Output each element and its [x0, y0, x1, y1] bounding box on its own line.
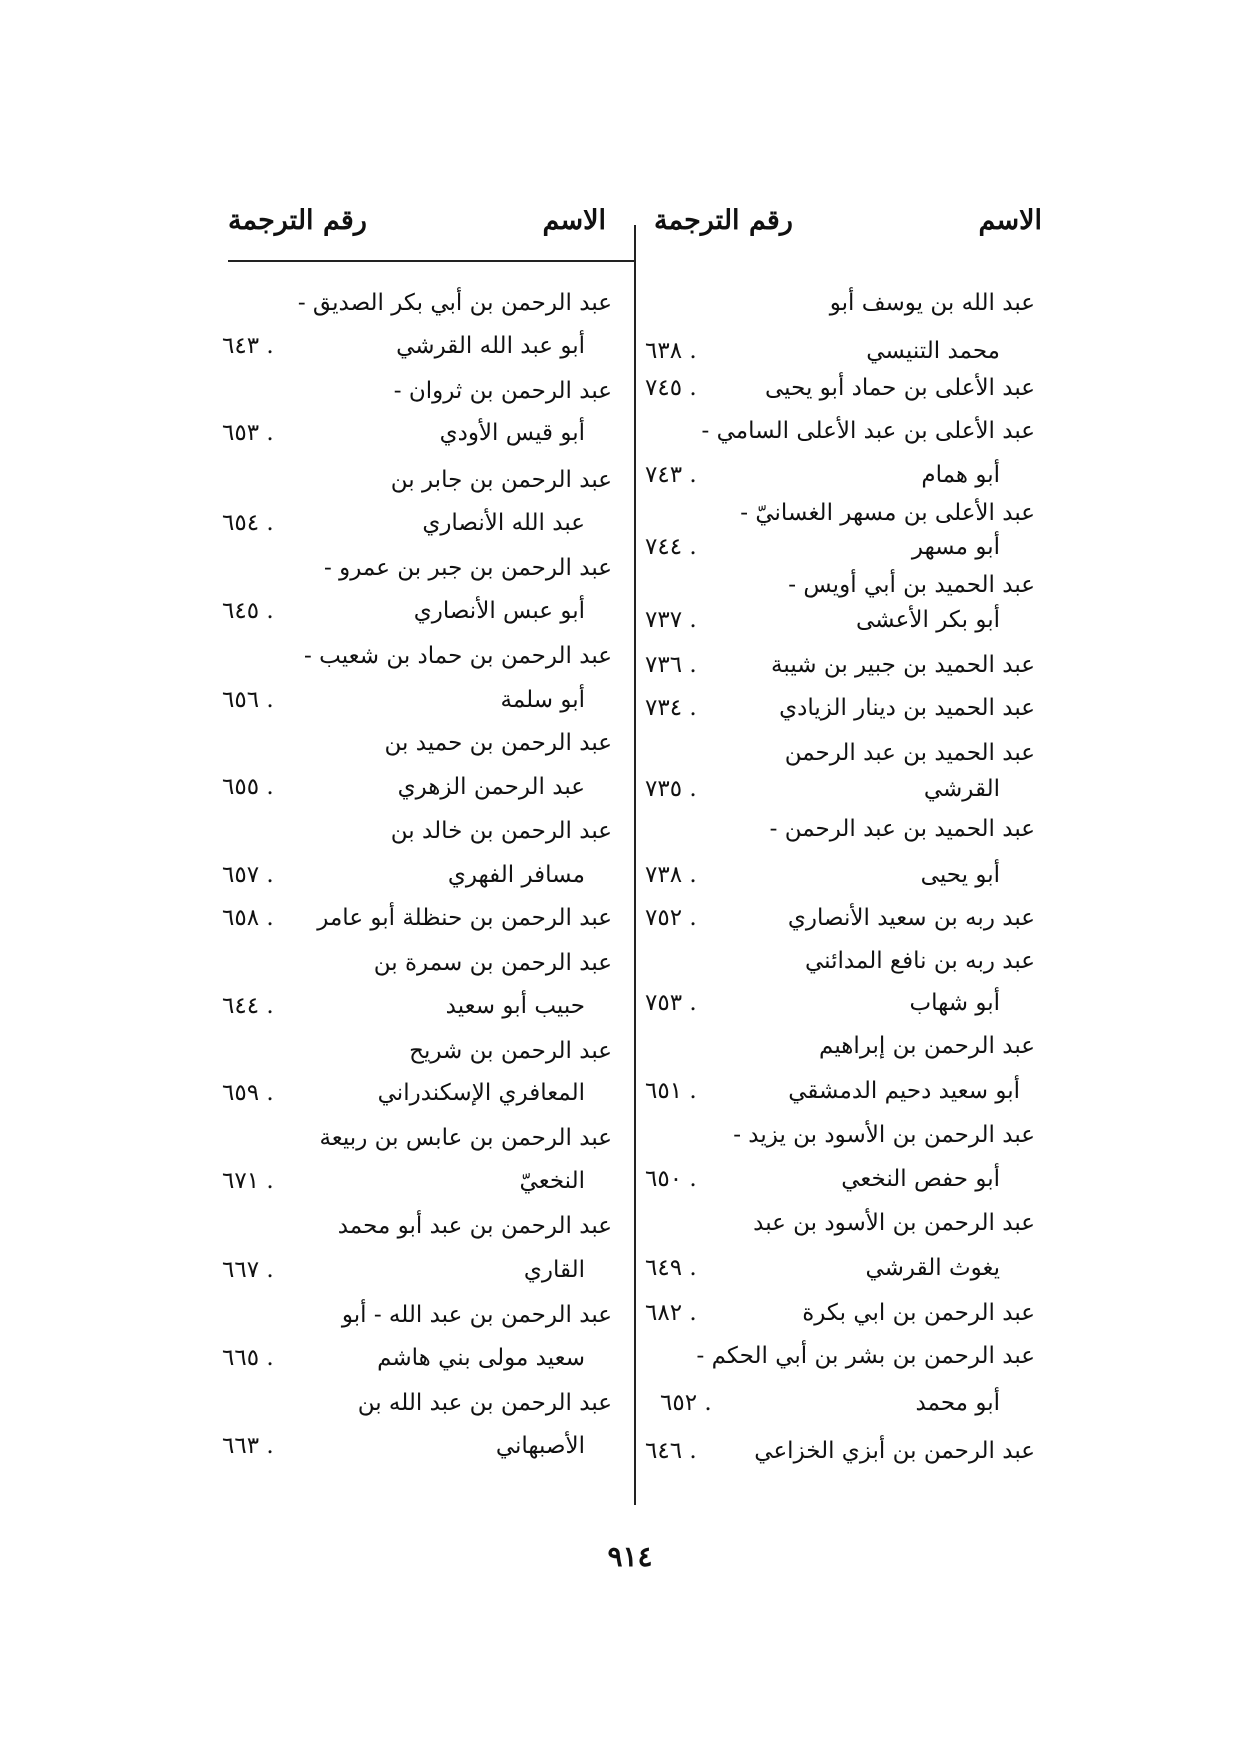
- page-number: ٩١٤: [607, 1540, 653, 1573]
- left-entry-name: عبد الرحمن بن عبد الله - أبو: [341, 1302, 612, 1328]
- left-entry-name: عبد الرحمن بن شريح: [409, 1038, 612, 1064]
- left-entry-number: ٦٥٨ .: [222, 905, 274, 931]
- left-entry-name: عبد الرحمن بن عابس بن ربيعة: [319, 1125, 612, 1151]
- right-entry-number: ٧٤٣ .: [645, 462, 697, 488]
- right-column-name-header: الاسم: [978, 205, 1042, 236]
- left-entry-name: مسافر الفهري: [447, 862, 585, 888]
- left-entry-number: ٦٥٤ .: [222, 510, 274, 536]
- left-entry-name: حبيب أبو سعيد: [445, 993, 585, 1019]
- right-entry-number: ٦٤٩ .: [645, 1255, 697, 1281]
- left-entry-name: عبد الرحمن بن سمرة بن: [373, 950, 612, 976]
- right-entry-name: عبد الحميد بن عبد الرحمن -: [769, 816, 1035, 842]
- left-entry-name: أبو قيس الأودي: [439, 420, 585, 446]
- right-entry-name: عبد الحميد بن دينار الزيادي: [779, 695, 1035, 721]
- left-entry-name: أبو عبد الله القرشي: [396, 333, 585, 359]
- column-divider: [634, 225, 636, 1505]
- left-entry-name: المعافري الإسكندراني: [377, 1080, 585, 1106]
- left-entry-number: ٦٤٣ .: [222, 333, 274, 359]
- right-entry-name: أبو همام: [921, 462, 1000, 488]
- left-column-number-header: رقم الترجمة: [228, 205, 367, 236]
- right-entry-name: أبو يحيى: [920, 862, 1000, 888]
- right-entry-name: عبد الرحمن بن إبراهيم: [819, 1033, 1035, 1059]
- right-entry-name: عبد الرحمن بن ابي بكرة: [802, 1300, 1035, 1326]
- right-entry-name: أبو شهاب: [909, 990, 1000, 1016]
- right-entry-name: عبد الله بن يوسف أبو: [829, 290, 1035, 316]
- right-entry-number: ٧٣٤ .: [645, 695, 697, 721]
- left-entry-name: الأصبهاني: [495, 1433, 585, 1459]
- left-entry-number: ٦٥٩ .: [222, 1080, 274, 1106]
- right-entry-name: يغوث القرشي: [865, 1255, 1000, 1281]
- right-entry-name: عبد الرحمن بن الأسود بن عبد: [753, 1210, 1035, 1236]
- left-entry-name: سعيد مولى بني هاشم: [377, 1345, 585, 1371]
- left-entry-name: عبد الرحمن بن خالد بن: [390, 818, 612, 844]
- left-entry-number: ٦٦٣ .: [222, 1433, 274, 1459]
- right-entry-number: ٧٣٥ .: [645, 776, 697, 802]
- right-entry-number: ٧٤٥ .: [645, 375, 697, 401]
- right-entry-number: ٦٤٦ .: [645, 1438, 697, 1464]
- right-entry-number: ٦٥٢ .: [660, 1390, 712, 1416]
- left-entry-name: عبد الرحمن بن عبد أبو محمد: [337, 1213, 612, 1239]
- right-entry-number: ٦٥٠ .: [645, 1166, 697, 1192]
- right-entry-number: ٧٥٣ .: [645, 990, 697, 1016]
- right-entry-number: ٦٣٨ .: [645, 338, 697, 364]
- right-entry-name: محمد التنيسي: [866, 338, 1000, 364]
- right-entry-name: عبد الحميد بن عبد الرحمن: [784, 740, 1035, 766]
- left-entry-name: أبو عبس الأنصاري: [413, 598, 585, 624]
- left-entry-name: النخعيّ: [519, 1168, 585, 1194]
- left-entry-number: ٦٤٤ .: [222, 993, 274, 1019]
- right-entry-number: ٧٣٦ .: [645, 652, 697, 678]
- right-entry-name: أبو حفص النخعي: [841, 1166, 1000, 1192]
- left-entry-name: عبد الرحمن بن حنظلة أبو عامر: [317, 905, 612, 931]
- right-entry-number: ٦٥١ .: [645, 1078, 697, 1104]
- left-entry-name: القاري: [523, 1257, 585, 1283]
- right-entry-name: عبد الحميد بن أبي أويس -: [788, 572, 1035, 598]
- left-entry-number: ٦٦٧ .: [222, 1257, 274, 1283]
- right-entry-name: أبو مسهر: [911, 534, 1000, 560]
- left-entry-name: عبد الرحمن بن جبر بن عمرو -: [324, 555, 612, 581]
- left-entry-name: عبد الرحمن الزهري: [397, 774, 585, 800]
- right-column-number-header: رقم الترجمة: [654, 205, 793, 236]
- right-entry-name: عبد ربه بن سعيد الأنصاري: [787, 905, 1035, 931]
- left-entry-name: عبد الله الأنصاري: [422, 510, 585, 536]
- left-entry-name: عبد الرحمن بن ثروان -: [393, 378, 612, 404]
- right-entry-name: عبد الأعلى بن عبد الأعلى السامي -: [701, 418, 1035, 444]
- right-entry-name: أبو سعيد دحيم الدمشقي: [788, 1078, 1020, 1104]
- header-rule: [228, 260, 635, 262]
- right-entry-name: أبو بكر الأعشى: [855, 607, 1000, 633]
- left-column-name-header: الاسم: [542, 205, 606, 236]
- left-entry-number: ٦٥٧ .: [222, 862, 274, 888]
- left-entry-number: ٦٧١ .: [222, 1168, 274, 1194]
- right-entry-name: عبد الأعلى بن مسهر الغسانيّ -: [740, 500, 1035, 526]
- right-entry-number: ٧٤٤ .: [645, 534, 697, 560]
- right-entry-name: عبد الحميد بن جبير بن شيبة: [771, 652, 1035, 678]
- left-entry-number: ٦٥٦ .: [222, 687, 274, 713]
- right-entry-name: عبد ربه بن نافع المدائني: [804, 948, 1035, 974]
- right-entry-number: ٧٥٢ .: [645, 905, 697, 931]
- left-entry-name: عبد الرحمن بن جابر بن: [390, 467, 612, 493]
- right-entry-name: أبو محمد: [915, 1390, 1000, 1416]
- left-entry-number: ٦٤٥ .: [222, 598, 274, 624]
- right-entry-name: عبد الأعلى بن حماد أبو يحيى: [764, 375, 1035, 401]
- right-entry-name: عبد الرحمن بن بشر بن أبي الحكم -: [696, 1343, 1035, 1369]
- left-entry-number: ٦٥٥ .: [222, 774, 274, 800]
- right-entry-number: ٧٣٧ .: [645, 607, 697, 633]
- right-entry-number: ٧٣٨ .: [645, 862, 697, 888]
- right-entry-name: القرشي: [923, 776, 1000, 802]
- left-entry-name: عبد الرحمن بن حماد بن شعيب -: [304, 643, 612, 669]
- left-entry-name: أبو سلمة: [500, 687, 585, 713]
- right-entry-name: عبد الرحمن بن أبزي الخزاعي: [754, 1438, 1035, 1464]
- right-entry-name: عبد الرحمن بن الأسود بن يزيد -: [733, 1122, 1035, 1148]
- left-entry-name: عبد الرحمن بن أبي بكر الصديق -: [297, 290, 612, 316]
- right-entry-number: ٦٨٢ .: [645, 1300, 697, 1326]
- left-entry-number: ٦٥٣ .: [222, 420, 274, 446]
- left-entry-number: ٦٦٥ .: [222, 1345, 274, 1371]
- left-entry-name: عبد الرحمن بن عبد الله بن: [357, 1390, 612, 1416]
- left-entry-name: عبد الرحمن بن حميد بن: [384, 730, 612, 756]
